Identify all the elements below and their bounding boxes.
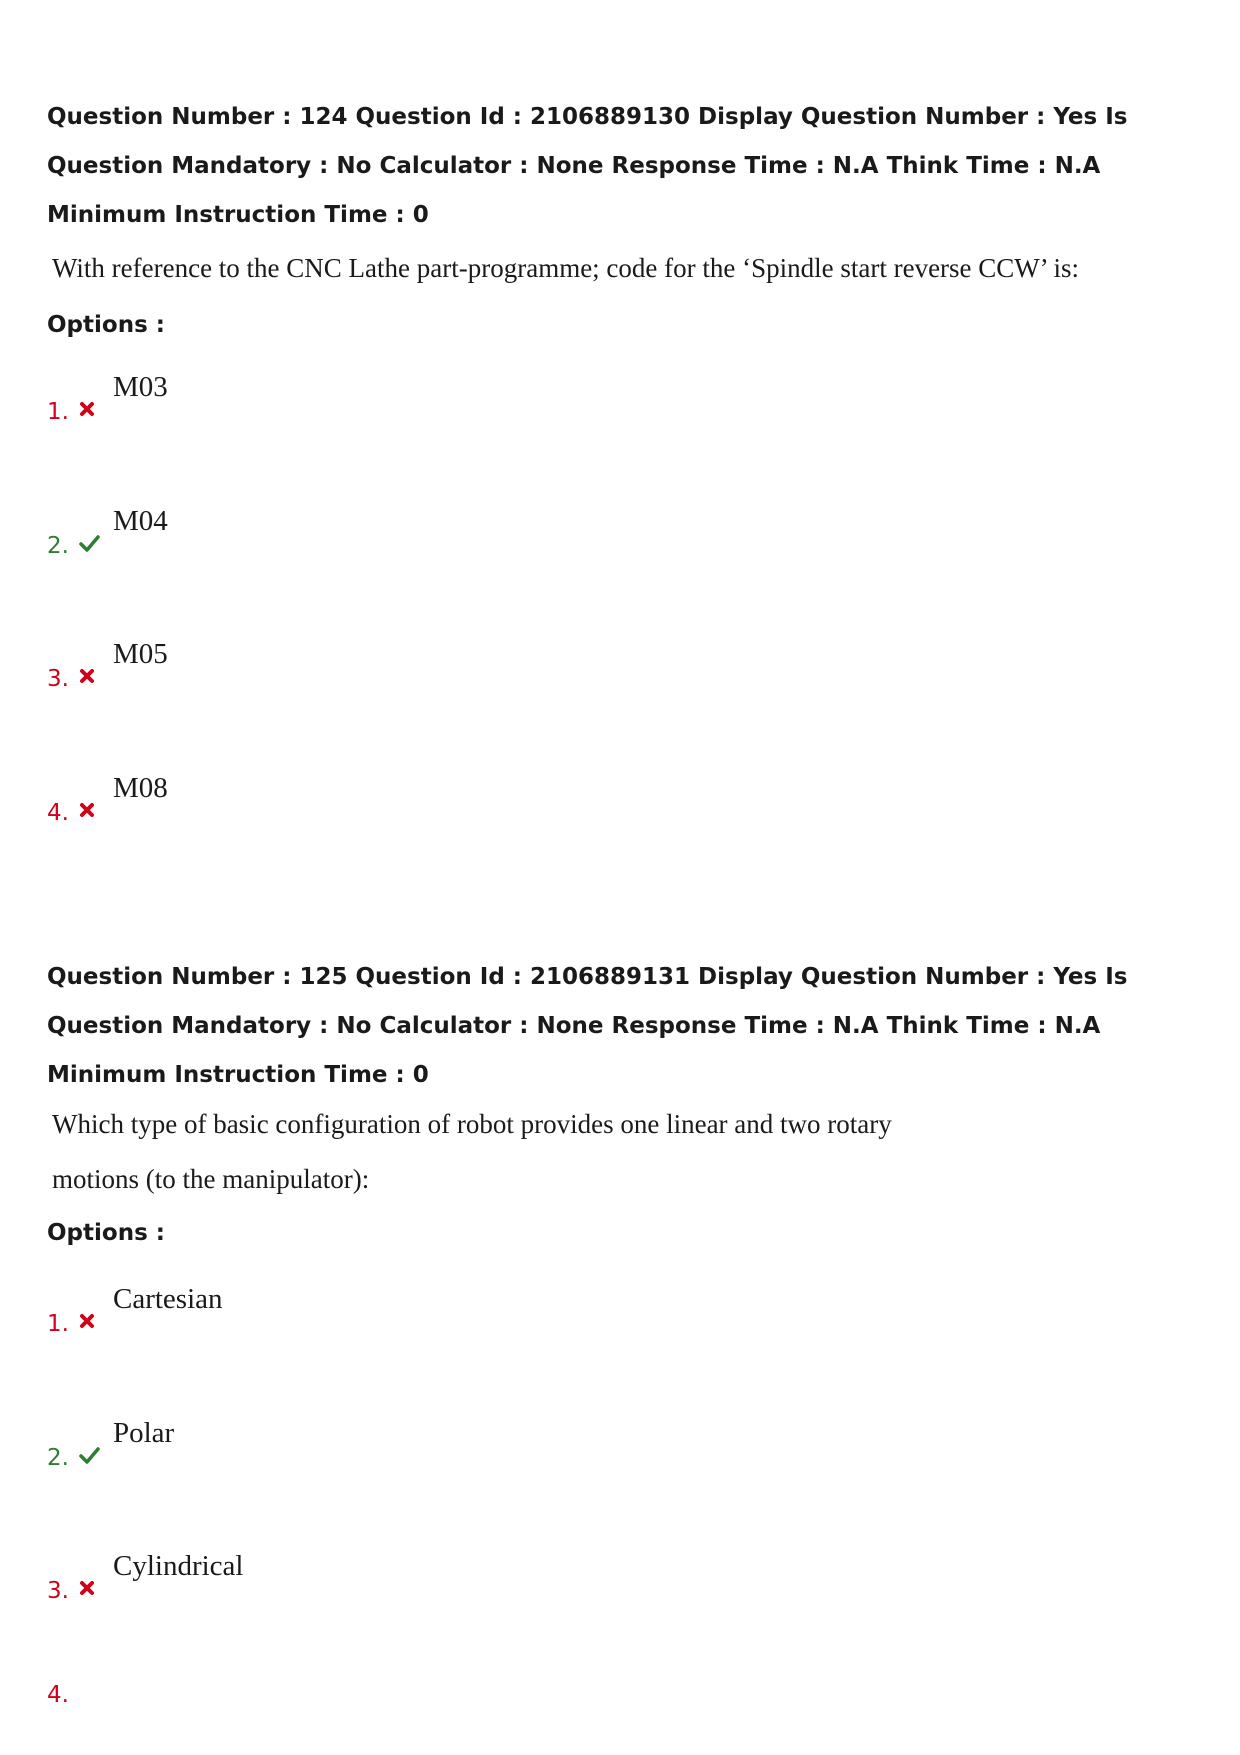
option-3 <box>47 638 647 718</box>
option-text: M03 <box>113 371 168 403</box>
check-icon <box>77 533 101 553</box>
option-number: 2. <box>47 533 69 559</box>
option-4 <box>47 772 647 852</box>
option-2 <box>47 505 647 585</box>
question-text: Which type of basic configuration of robot provides one linear and two rotary motions (to the manipulator): <box>52 1109 892 1194</box>
option-1 <box>47 371 647 451</box>
option-text: M08 <box>113 772 168 804</box>
cross-icon <box>77 1578 97 1598</box>
option-3 <box>47 1550 647 1630</box>
option-text: Cartesian <box>113 1283 223 1315</box>
option-1 <box>47 1283 647 1363</box>
option-number: 1. <box>47 399 69 425</box>
check-icon <box>77 1445 101 1465</box>
option-4 <box>47 1654 647 1734</box>
option-number: 3. <box>47 666 69 692</box>
question-meta: Question Number : 125 Question Id : 2106889131 Display Question Number : Yes Is Question Mandatory : No Calculator : None Response Time : N.A Think Time : N.A Minimum Instruction Time : 0 <box>47 964 1128 1088</box>
cross-icon <box>77 399 97 419</box>
option-number: 4. <box>47 800 69 826</box>
question-text: With reference to the CNC Lathe part-programme; code for the ‘Spindle start reverse CCW’ is: <box>52 253 1080 283</box>
option-number: 4. <box>47 1682 69 1708</box>
option-text: Polar <box>113 1417 175 1449</box>
option-number: 1. <box>47 1311 69 1337</box>
option-text: M05 <box>113 638 168 670</box>
cross-icon <box>77 1311 97 1331</box>
option-2 <box>47 1417 647 1497</box>
options-label: Options : <box>47 312 165 338</box>
options-label: Options : <box>47 1220 165 1246</box>
option-text: M04 <box>113 505 168 537</box>
question-meta: Question Number : 124 Question Id : 2106889130 Display Question Number : Yes Is Question Mandatory : No Calculator : None Response Time : N.A Think Time : N.A Minimum Instruction Time : 0 <box>47 104 1128 228</box>
cross-icon <box>77 666 97 686</box>
option-number: 2. <box>47 1445 69 1471</box>
option-text: Cylindrical <box>113 1550 244 1582</box>
cross-icon <box>77 800 97 820</box>
option-number: 3. <box>47 1578 69 1604</box>
